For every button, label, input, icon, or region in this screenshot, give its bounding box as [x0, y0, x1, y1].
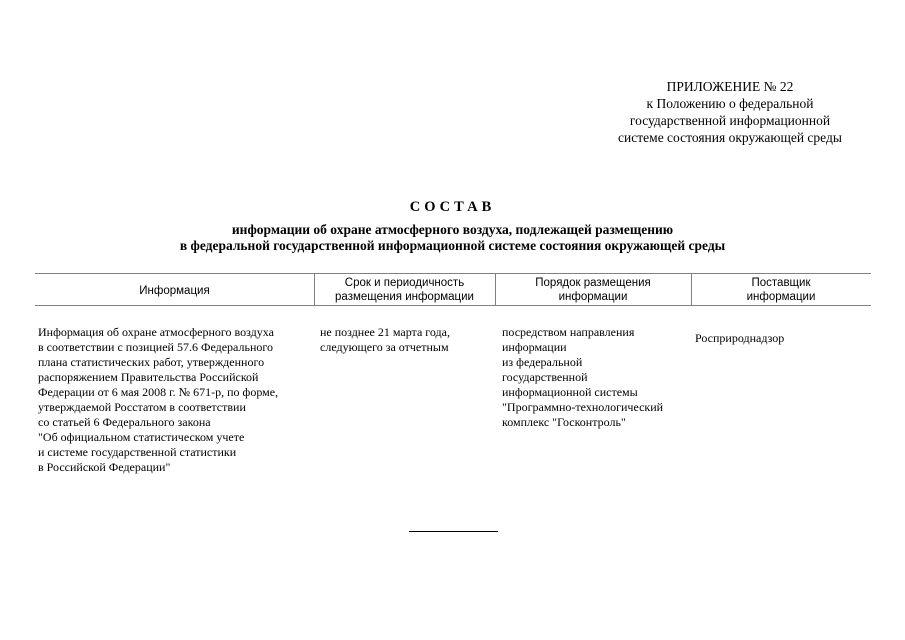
header-period [314, 276, 495, 304]
cell-line: плана статистических работ, утвержденного [38, 355, 265, 369]
header-label: информации [558, 291, 628, 303]
cell-line: и системе государственной статистики [38, 445, 237, 459]
cell-line: Росприроднадзор [695, 331, 785, 345]
cell-line: государственной [502, 370, 588, 384]
table-top-rule [35, 273, 871, 274]
header-label: информации [746, 291, 816, 303]
cell-line: "Программно-технологический [502, 400, 664, 414]
cell-line: Информация об охране атмосферного воздуха [38, 325, 274, 339]
cell-supplier [695, 331, 784, 346]
header-information [35, 284, 314, 298]
header-label: Порядок размещения [535, 277, 651, 289]
cell-procedure [502, 325, 663, 430]
cell-line: из федеральной [502, 355, 583, 369]
cell-line: утверждаемой Росстатом в соответствии [38, 400, 246, 414]
header-supplier [691, 276, 871, 304]
cell-line: со статьей 6 Федерального закона [38, 415, 211, 429]
cell-line: следующего за отчетным [320, 340, 449, 354]
subtitle-line: информации об охране атмосферного воздуха, подлежащей размещению [231, 222, 674, 237]
cell-line: не позднее 21 марта года, [320, 325, 450, 339]
appendix-line: государственной информационной [629, 113, 831, 128]
document-end-line [409, 531, 498, 532]
appendix-line: к Положению о федеральной [646, 96, 814, 111]
cell-line: в Российской Федерации" [38, 460, 171, 474]
cell-line: посредством направления [502, 325, 635, 339]
cell-line: информации [502, 340, 567, 354]
appendix-line: системе состояния окружающей среды [618, 130, 842, 145]
header-label: размещения информации [335, 291, 474, 303]
cell-line: в соответствии с позицией 57.6 Федерального [38, 340, 273, 354]
appendix-header [560, 78, 900, 146]
cell-information [38, 325, 278, 475]
cell-line: "Об официальном статистическом учете [38, 430, 245, 444]
document-subtitle [0, 222, 905, 254]
header-label: Поставщик [751, 277, 811, 289]
cell-line: Федерации от 6 мая 2008 г. № 671-р, по форме, [38, 385, 279, 399]
cell-line: информационной системы [502, 385, 638, 399]
table-header-rule [35, 305, 871, 306]
document-title: СОСТАВ [409, 199, 496, 215]
cell-line: распоряжением Правительства Российской [38, 370, 259, 384]
header-procedure [495, 276, 691, 304]
header-label: Срок и периодичность [344, 277, 465, 289]
cell-line: комплекс "Госконтроль" [502, 415, 626, 429]
cell-period [320, 325, 450, 355]
appendix-line: ПРИЛОЖЕНИЕ № 22 [666, 79, 794, 94]
subtitle-line: в федеральной государственной информационной системе состояния окружающей среды [179, 238, 726, 253]
header-label: Информация [139, 285, 210, 297]
